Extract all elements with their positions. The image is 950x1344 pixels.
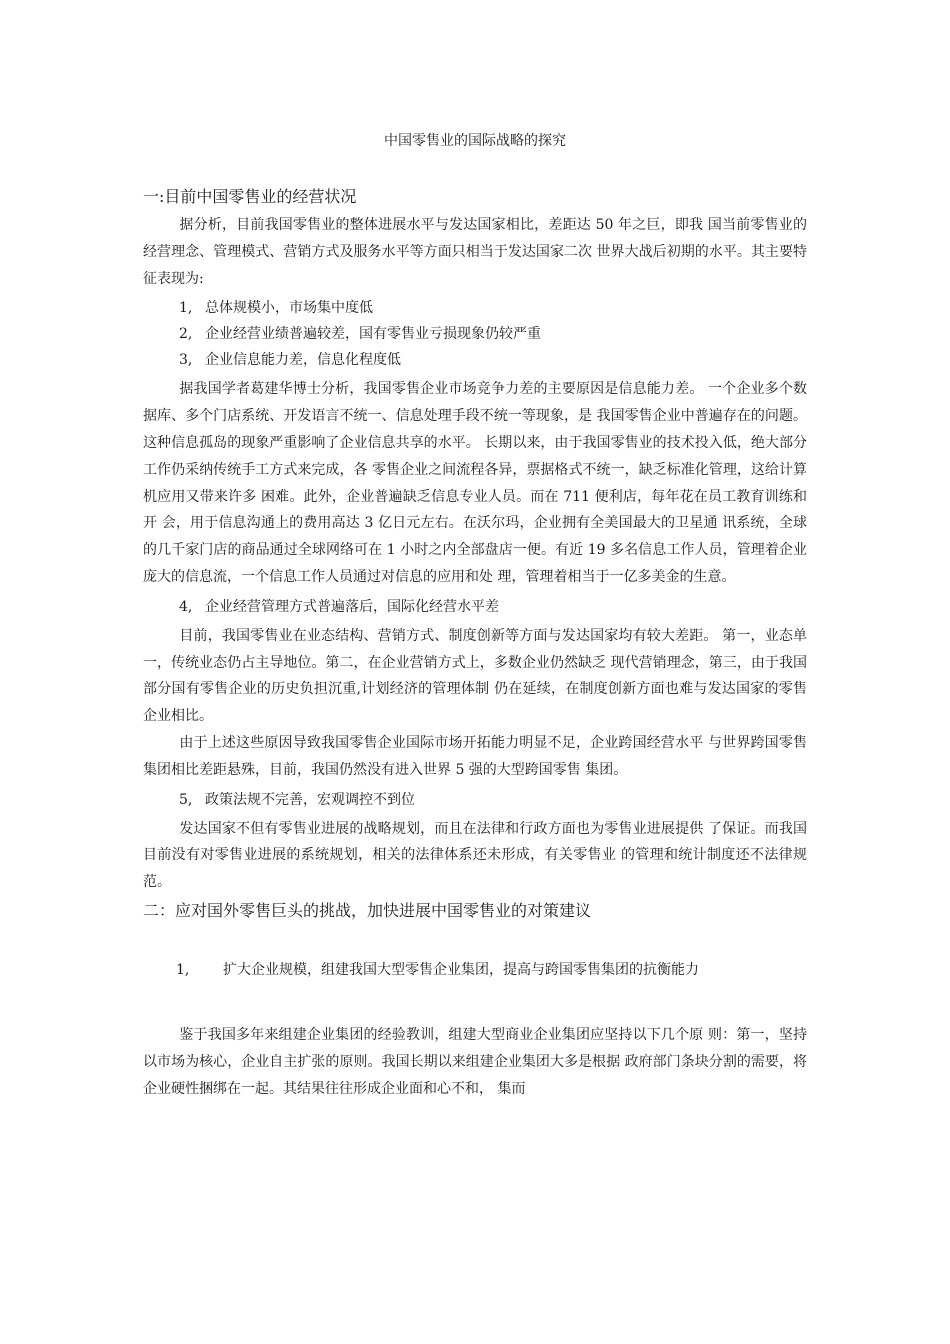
section-1-list-item-3 bbox=[143, 350, 807, 370]
list-number: 1, bbox=[176, 961, 190, 978]
document-title: 中国零售业的国际战略的探究 bbox=[384, 133, 566, 149]
list-number: 2, bbox=[179, 326, 193, 343]
section-1-list-item-4 bbox=[143, 597, 807, 617]
list-number: 4, bbox=[179, 598, 193, 615]
section-1-list-item-5 bbox=[143, 790, 807, 810]
information-capability-paragraph: 据我国学者葛建华博士分析，我国零售企业市场竞争力差的主要原因是信息能力差。 一个企业多个数据库、多个门店系统、开发语言不统一、信息处理手段不统一等现象，是 我国零售企业中普遍存在的问题。这种信息孤岛的现象严重影响了企业信息共享的水平。 长期以来，由于我国零售业的技术投入低，绝大部分工作仍采纳传统手工方式来完成，各 零售企业之间流程各异，票据格式不统一，缺乏标准化管理，这给计算机应用又带来许多 困难。此外，企业普遍缺乏信息专业人员。而在 711 便利店，每年花在员工教育训练和开 会，用于信息沟通上的费用高达 3 亿日元左右。在沃尔玛，企业拥有全美国最大的卫星通 讯系统，全球的几千家门店的商品通过全球网络可在 1 小时之内全部盘店一便。有近 19 多名信息工作人员，管理着企业庞大的信息流，一个信息工作人员通过对信息的应用和处 理，管理着相当于一亿多美金的生意。 bbox=[143, 381, 807, 585]
list-number: 5, bbox=[179, 791, 193, 808]
list-text: 企业经营业绩普遍较差，国有零售业亏损现象仍较严重 bbox=[205, 326, 541, 343]
list-text: 总体规模小，市场集中度低 bbox=[205, 300, 373, 317]
section-2-heading: 二：应对国外零售巨头的挑战，加快进展中国零售业的对策建议 bbox=[143, 900, 592, 920]
list-text: 扩大企业规模，组建我国大型零售企业集团，提高与跨国零售集团的抗衡能力 bbox=[223, 961, 699, 978]
section-1-list-item-2 bbox=[143, 324, 807, 344]
section-1-list-item-1 bbox=[143, 298, 807, 318]
list-text: 政策法规不完善，宏观调控不到位 bbox=[205, 791, 415, 808]
section-1-heading: 一:目前中国零售业的经营状况 bbox=[143, 187, 357, 206]
document-body bbox=[143, 186, 807, 1102]
section-2-list-item-1 bbox=[143, 960, 807, 980]
list-number: 1, bbox=[179, 300, 193, 317]
list-number: 3, bbox=[179, 352, 193, 369]
enterprise-group-paragraph: 鉴于我国多年来组建企业集团的经验教训，组建大型商业企业集团应坚持以下几个原 则：第一，坚持以市场为核心，企业自主扩张的原则。我国长期以来组建企业集团大多是根据 政府部门条块分割的需要，将企业硬性捆绑在一起。其结果往往形成企业面和心不和， 集而 bbox=[143, 1026, 807, 1097]
list-text: 企业经营管理方式普遍落后，国际化经营水平差 bbox=[205, 598, 499, 615]
internationalization-paragraph: 由于上述这些原因导致我国零售企业国际市场开拓能力明显不足，企业跨国经营水平 与世界跨国零售集团相比差距悬殊，目前，我国仍然没有进入世界 5 强的大型跨国零售 集团。 bbox=[143, 734, 807, 778]
policy-paragraph: 发达国家不但有零售业进展的战略规划，而且在法律和行政方面也为零售业进展提供 了保证。而我国目前没有对零售业进展的系统规划，相关的法律体系还未形成，有关零售业 的管理和统计制度还不法律规范。 bbox=[143, 820, 807, 891]
section-1-intro-paragraph: 据分析，目前我国零售业的整体进展水平与发达国家相比，差距达 50 年之巨，即我 国当前零售业的经营理念、管理模式、营销方式及服务水平等方面只相当于发达国家二次 世界大战后初期的水平。其主要特征表现为: bbox=[143, 217, 807, 287]
list-text: 企业信息能力差，信息化程度低 bbox=[205, 352, 401, 369]
management-paragraph: 目前，我国零售业在业态结构、营销方式、制度创新等方面与发达国家均有较大差距。 第一，业态单一，传统业态仍占主导地位。第二，在企业营销方式上，多数企业仍然缺乏 现代营销理念，第三，由于我国部分国有零售企业的历史负担沉重,计划经济的管理体制 仍在延续，在制度创新方面也难与发达国家的零售企业相比。 bbox=[143, 627, 807, 725]
